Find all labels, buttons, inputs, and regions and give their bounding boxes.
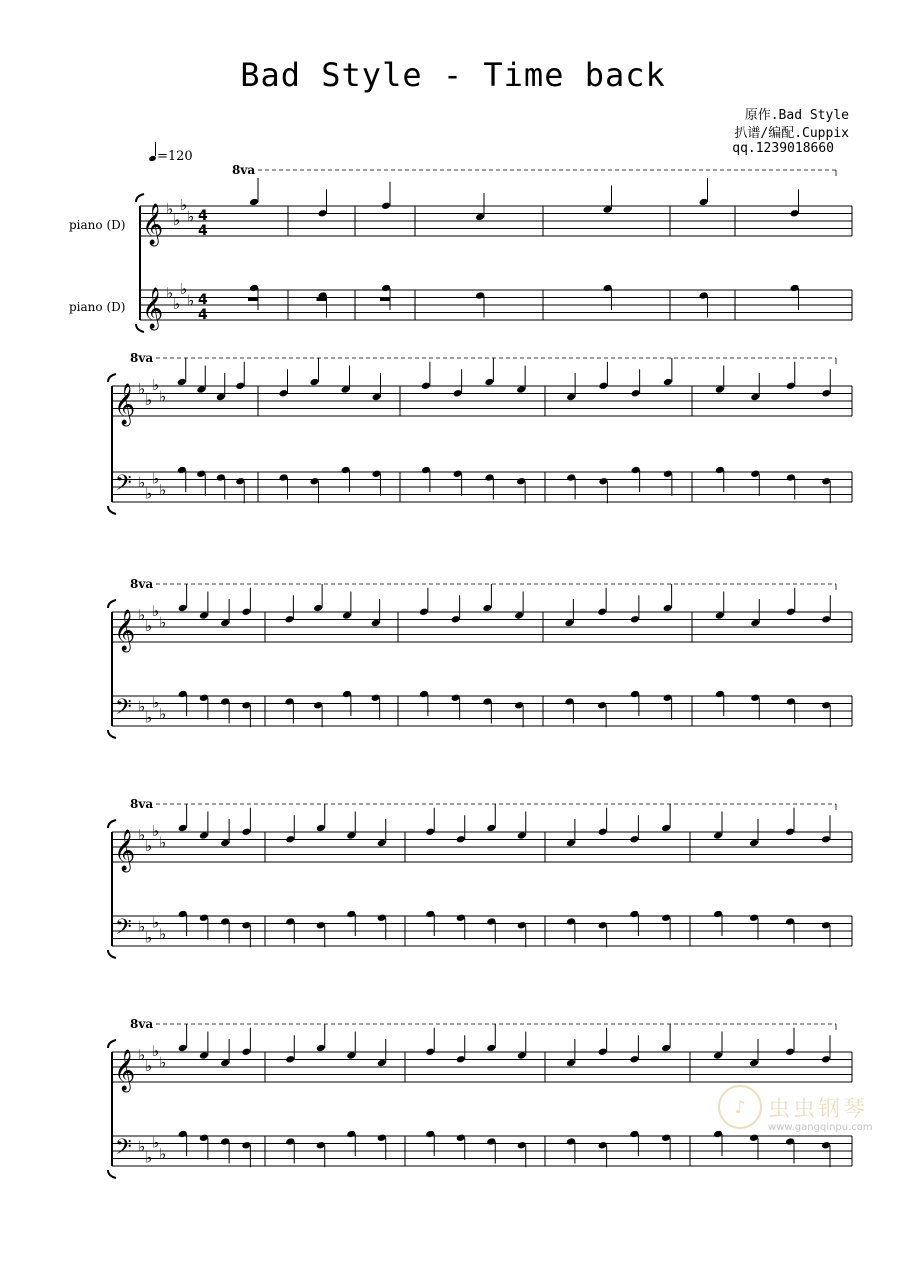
flat-sign: ♭: [138, 697, 146, 716]
note-head: [425, 827, 435, 836]
flat-sign: ♭: [152, 913, 160, 932]
note-head: [456, 913, 466, 922]
flat-sign: ♭: [159, 1053, 167, 1072]
note-head: [750, 393, 760, 402]
note-head: [220, 619, 230, 628]
ottava-marking: 8va: [130, 351, 154, 365]
note-head: [750, 693, 760, 702]
note-head: [196, 385, 206, 394]
watermark-text: 虫虫钢琴: [768, 1096, 869, 1122]
note-head: [316, 824, 326, 833]
note-head: [241, 921, 251, 930]
flat-sign: ♭: [173, 295, 181, 313]
note-head: [598, 1141, 608, 1150]
flat-sign: ♭: [187, 207, 195, 226]
note-head: [475, 213, 485, 222]
note-head: [199, 831, 209, 840]
note-head: [371, 619, 381, 628]
score-title: Bad Style - Time back: [240, 56, 666, 94]
flat-sign: ♭: [159, 704, 167, 723]
note-head: [220, 917, 230, 926]
note-head: [821, 921, 831, 930]
flat-sign: ♭: [145, 1148, 153, 1167]
note-head: [486, 1044, 496, 1053]
note-head: [196, 469, 206, 478]
note-head: [316, 1141, 326, 1150]
bass-clef: 𝄢: [115, 915, 132, 945]
note-head: [785, 917, 795, 926]
flat-sign: ♭: [138, 473, 146, 492]
treble-clef: 𝄞: [114, 830, 136, 871]
note-head: [517, 831, 527, 840]
flat-sign: ♭: [145, 928, 153, 947]
note-head: [514, 701, 524, 710]
note-head: [629, 1130, 639, 1139]
note-head: [377, 839, 387, 848]
flat-sign: ♭: [152, 822, 160, 840]
note-head: [453, 389, 463, 398]
flat-sign: ♭: [152, 602, 160, 620]
ottava-marking: 8va: [130, 1017, 154, 1031]
credit-contact: qq.1239018660: [732, 141, 834, 156]
note-head: [425, 1047, 435, 1056]
note-head: [790, 284, 800, 293]
treble-clef: 𝄞: [114, 1050, 136, 1091]
credit-arranger: 扒谱/编配.Cuppix: [734, 126, 849, 141]
ottava-marking: 8va: [232, 163, 256, 177]
note-head: [235, 381, 245, 390]
note-head: [284, 697, 294, 706]
note-head: [249, 198, 259, 207]
note-head: [279, 473, 289, 482]
note-head: [346, 910, 356, 919]
tempo-value: =120: [157, 149, 193, 164]
whole-rest: [248, 298, 258, 302]
note-head: [421, 466, 431, 475]
note-head: [786, 381, 796, 390]
note-head: [241, 1047, 251, 1056]
note-head: [786, 473, 796, 482]
ottava-marking: 8va: [130, 797, 154, 811]
flat-sign: ♭: [138, 1137, 146, 1156]
flat-sign: ♭: [166, 283, 174, 302]
note-head: [241, 701, 251, 710]
flat-sign: ♭: [159, 1144, 167, 1163]
note-head: [749, 1059, 759, 1068]
bass-clef: 𝄢: [115, 471, 132, 501]
note-head: [785, 1137, 795, 1146]
note-head: [482, 604, 492, 613]
note-head: [372, 469, 382, 478]
note-head: [451, 693, 461, 702]
note-head: [785, 1047, 795, 1056]
note-head: [177, 466, 187, 475]
note-head: [663, 693, 673, 702]
note-head: [484, 473, 494, 482]
note-head: [377, 913, 387, 922]
flat-sign: ♭: [159, 613, 167, 632]
note-head: [220, 1059, 230, 1068]
note-head: [785, 827, 795, 836]
note-head: [199, 1051, 209, 1060]
note-head: [279, 389, 289, 398]
flat-sign: ♭: [159, 833, 167, 852]
flat-sign: ♭: [159, 924, 167, 943]
note-head: [216, 393, 226, 402]
note-head: [749, 913, 759, 922]
note-head: [199, 1133, 209, 1142]
note-head: [713, 831, 723, 840]
flat-sign: ♭: [152, 376, 160, 394]
note-head: [178, 1130, 188, 1139]
note-head: [663, 469, 673, 478]
note-head: [482, 697, 492, 706]
note-head: [661, 1044, 671, 1053]
note-head: [381, 201, 391, 210]
note-head: [316, 921, 326, 930]
instrument-label-bass: piano (D): [69, 300, 126, 314]
watermark-url: www.gangqinpu.com: [768, 1122, 873, 1133]
note-head: [821, 389, 831, 398]
note-head: [421, 381, 431, 390]
flat-sign: ♭: [152, 1042, 160, 1060]
instrument-label-treble: piano (D): [69, 218, 126, 232]
treble-clef: 𝄞: [142, 288, 164, 329]
note-head: [313, 604, 323, 613]
note-head: [346, 831, 356, 840]
ottava-marking: 8va: [130, 577, 154, 591]
note-head: [514, 611, 524, 620]
credit-composer: 原作.Bad Style: [744, 108, 849, 123]
flat-sign: ♭: [152, 469, 160, 488]
piano-logo-icon: ♪: [718, 1085, 762, 1129]
note-head: [821, 477, 831, 486]
flat-sign: ♭: [145, 1057, 153, 1075]
note-head: [456, 1133, 466, 1142]
note-head: [630, 690, 640, 699]
note-head: [566, 917, 576, 926]
note-head: [598, 921, 608, 930]
note-head: [199, 611, 209, 620]
note-head: [715, 385, 725, 394]
note-head: [663, 378, 673, 387]
note-head: [597, 701, 607, 710]
note-head: [372, 393, 382, 402]
treble-clef: 𝄞: [114, 384, 136, 425]
note-head: [341, 385, 351, 394]
note-head: [661, 1133, 671, 1142]
note-head: [456, 1055, 466, 1064]
note-head: [341, 466, 351, 475]
note-head: [316, 1044, 326, 1053]
note-head: [377, 1133, 387, 1142]
flat-sign: ♭: [138, 379, 146, 398]
note-head: [629, 1055, 639, 1064]
note-head: [713, 910, 723, 919]
note-head: [564, 619, 574, 628]
note-head: [663, 604, 673, 613]
note-head: [241, 1141, 251, 1150]
note-head: [220, 697, 230, 706]
note-head: [456, 835, 466, 844]
flat-sign: ♭: [145, 391, 153, 409]
note-head: [790, 209, 800, 218]
note-head: [597, 607, 607, 616]
note-head: [310, 378, 320, 387]
note-head: [699, 291, 709, 300]
note-head: [821, 1141, 831, 1150]
note-head: [821, 835, 831, 844]
note-head: [699, 198, 709, 207]
flat-sign: ♭: [138, 1045, 146, 1064]
note-head: [453, 469, 463, 478]
flat-sign: ♭: [180, 280, 188, 298]
note-head: [381, 284, 391, 293]
time-signature-bottom: 4: [198, 223, 208, 239]
note-head: [310, 477, 320, 486]
note-head: [220, 1137, 230, 1146]
note-head: [377, 1059, 387, 1068]
note-head: [661, 824, 671, 833]
note-head: [629, 910, 639, 919]
note-head: [419, 607, 429, 616]
flat-sign: ♭: [138, 605, 146, 624]
note-head: [749, 839, 759, 848]
note-head: [566, 1059, 576, 1068]
note-head: [425, 1130, 435, 1139]
note-head: [715, 611, 725, 620]
treble-clef: 𝄞: [114, 610, 136, 651]
note-head: [661, 913, 671, 922]
note-head: [346, 1130, 356, 1139]
flat-sign: ♭: [152, 693, 160, 712]
bass-clef: 𝄢: [115, 1135, 132, 1165]
note-head: [486, 1137, 496, 1146]
flat-sign: ♭: [145, 708, 153, 727]
whole-rest: [380, 298, 390, 302]
note-head: [178, 690, 188, 699]
note-head: [598, 477, 608, 486]
time-signature-top: 4: [198, 208, 208, 224]
note-head: [715, 466, 725, 475]
note-head: [713, 1051, 723, 1060]
flat-sign: ♭: [138, 917, 146, 936]
note-head: [631, 466, 641, 475]
note-head: [603, 284, 613, 293]
flat-sign: ♭: [159, 480, 167, 499]
note-head: [516, 477, 526, 486]
note-head: [235, 477, 245, 486]
note-head: [285, 1055, 295, 1064]
note-head: [486, 917, 496, 926]
note-head: [284, 615, 294, 624]
note-head: [749, 1133, 759, 1142]
note-head: [750, 619, 760, 628]
note-head: [178, 910, 188, 919]
note-head: [715, 690, 725, 699]
note-head: [178, 824, 188, 833]
note-head: [821, 701, 831, 710]
note-head: [786, 607, 796, 616]
note-head: [285, 835, 295, 844]
note-head: [630, 615, 640, 624]
flat-sign: ♭: [173, 211, 181, 229]
flat-sign: ♭: [159, 387, 167, 406]
whole-rest: [317, 298, 327, 302]
note-head: [346, 1051, 356, 1060]
note-head: [631, 389, 641, 398]
flat-sign: ♭: [145, 837, 153, 855]
note-head: [313, 701, 323, 710]
note-head: [516, 385, 526, 394]
flat-sign: ♭: [145, 484, 153, 503]
time-signature-top: 4: [198, 292, 208, 308]
note-head: [177, 378, 187, 387]
note-head: [241, 827, 251, 836]
time-signature-bottom: 4: [198, 307, 208, 323]
note-head: [220, 839, 230, 848]
note-head: [484, 378, 494, 387]
note-head: [598, 827, 608, 836]
flat-sign: ♭: [187, 291, 195, 310]
note-head: [371, 693, 381, 702]
note-head: [419, 690, 429, 699]
note-head: [342, 690, 352, 699]
bass-clef: 𝄢: [115, 695, 132, 725]
flat-sign: ♭: [180, 196, 188, 214]
note-head: [517, 1051, 527, 1060]
note-head: [598, 381, 608, 390]
note-head: [566, 393, 576, 402]
note-head: [318, 209, 328, 218]
note-head: [342, 611, 352, 620]
note-head: [285, 917, 295, 926]
note-head: [821, 615, 831, 624]
note-head: [199, 913, 209, 922]
note-head: [566, 1137, 576, 1146]
note-head: [178, 1044, 188, 1053]
note-head: [199, 693, 209, 702]
treble-clef: 𝄞: [142, 204, 164, 245]
note-head: [249, 284, 259, 293]
note-head: [178, 604, 188, 613]
flat-sign: ♭: [138, 825, 146, 844]
note-head: [786, 697, 796, 706]
note-head: [598, 1047, 608, 1056]
note-head: [603, 205, 613, 214]
note-head: [566, 473, 576, 482]
flat-sign: ♭: [152, 1133, 160, 1152]
note-head: [564, 697, 574, 706]
note-head: [629, 835, 639, 844]
note-head: [750, 469, 760, 478]
note-head: [475, 291, 485, 300]
note-head: [241, 607, 251, 616]
note-head: [517, 1141, 527, 1150]
note-head: [517, 921, 527, 930]
note-head: [451, 615, 461, 624]
note-head: [821, 1055, 831, 1064]
note-head: [216, 473, 226, 482]
note-head: [713, 1130, 723, 1139]
flat-sign: ♭: [166, 199, 174, 218]
note-head: [425, 910, 435, 919]
note-head: [285, 1137, 295, 1146]
flat-sign: ♭: [145, 617, 153, 635]
note-head: [486, 824, 496, 833]
note-head: [566, 839, 576, 848]
